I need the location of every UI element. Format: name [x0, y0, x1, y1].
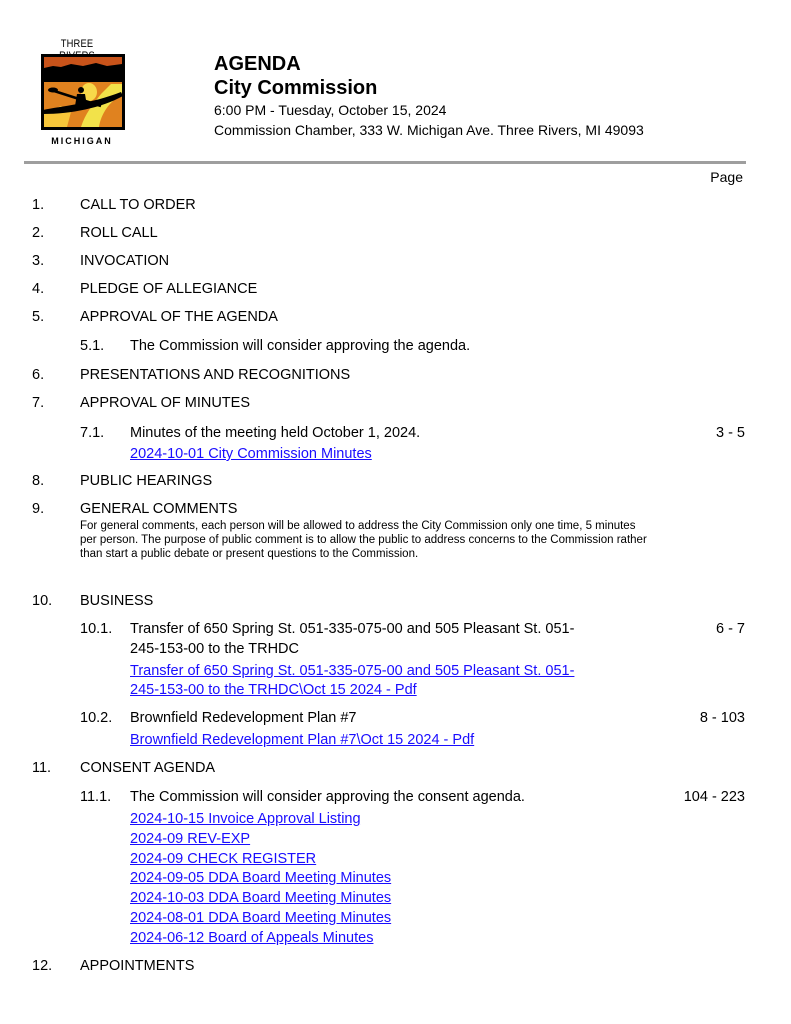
document-title: AGENDA [214, 53, 301, 75]
subitem-title: The Commission will consider approving the agenda. [130, 338, 471, 354]
subitem-number: 11.1. [80, 789, 112, 805]
item-title: BUSINESS [80, 593, 154, 609]
attachment-link-row [130, 810, 361, 829]
attachment-link-row [130, 830, 250, 849]
item-number: 6. [32, 367, 45, 383]
kayaker-logo-icon [41, 54, 125, 130]
subitem-number: 5.1. [80, 338, 105, 354]
attachment-link-row [130, 869, 391, 888]
item-title: APPROVAL OF MINUTES [80, 395, 250, 411]
page-range: 8 - 103 [699, 710, 745, 726]
subitem-title: Transfer of 650 Spring St. 051-335-075-00 and 505 Pleasant St. 051- [130, 621, 575, 637]
item-number: 10. [32, 593, 53, 609]
item-title: PLEDGE OF ALLEGIANCE [80, 281, 258, 297]
subitem-number: 7.1. [80, 425, 105, 441]
agenda-header [214, 52, 644, 140]
item-title: APPROVAL OF THE AGENDA [80, 309, 278, 325]
body-name: City Commission [214, 77, 378, 99]
page-range: 3 - 5 [715, 425, 745, 441]
item-title: CONSENT AGENDA [80, 760, 216, 776]
attachment-link[interactable]: 2024-09 CHECK REGISTER [130, 851, 317, 867]
item-title: ROLL CALL [80, 225, 158, 241]
item-title: INVOCATION [80, 253, 170, 269]
city-logo [36, 38, 128, 150]
item-number: 4. [32, 281, 45, 297]
attachment-link[interactable]: 2024-10-15 Invoice Approval Listing [130, 811, 361, 827]
attachment-link[interactable]: 2024-09-05 DDA Board Meeting Minutes [130, 870, 392, 886]
item-number: 7. [32, 395, 45, 411]
subitem-title: Minutes of the meeting held October 1, 2024. [130, 425, 421, 441]
page-range: 104 - 223 [683, 789, 745, 805]
item-title: PUBLIC HEARINGS [80, 473, 213, 489]
attachment-link[interactable]: 2024-06-12 Board of Appeals Minutes [130, 930, 374, 946]
item-title: GENERAL COMMENTS [80, 501, 238, 517]
item-number: 11. [32, 760, 52, 776]
subitem-title-line2: 245-153-00 to the TRHDC [130, 641, 299, 657]
attachment-link-row [130, 731, 474, 750]
attachment-link-row [130, 909, 391, 928]
attachment-link-row [130, 889, 391, 908]
general-comments-note: For general comments, each person will be allowed to address the City Commission only one time, 5 minutes per person. The purpose of public comment is to allow the public to address concerns to the Commission rather than start a public debate or present questions to the Commission. [80, 520, 647, 560]
header-divider [24, 161, 746, 164]
item-number: 8. [32, 473, 45, 489]
attachment-link[interactable]: Transfer of 650 Spring St. 051-335-075-00 and 505 Pleasant St. 051- [130, 663, 575, 679]
attachment-link-row [130, 681, 417, 700]
meeting-location: Commission Chamber, 333 W. Michigan Ave. Three Rivers, MI 49093 [214, 122, 644, 138]
item-number: 5. [32, 309, 45, 325]
attachment-link-row [130, 445, 372, 464]
attachment-link-row [130, 662, 574, 681]
attachment-link[interactable]: 2024-09 REV-EXP [130, 831, 251, 847]
page-column-label: Page [710, 169, 743, 185]
subitem-number: 10.1. [80, 621, 113, 637]
item-title: APPOINTMENTS [80, 958, 195, 974]
attachment-link[interactable]: Brownfield Redevelopment Plan #7\Oct 15 2024 - Pdf [130, 732, 475, 748]
attachment-link[interactable]: 2024-10-01 City Commission Minutes [130, 446, 372, 462]
item-title: PRESENTATIONS AND RECOGNITIONS [80, 367, 351, 383]
item-number: 1. [32, 197, 45, 213]
logo-top-text: THREE [60, 38, 94, 50]
meeting-datetime: 6:00 PM - Tuesday, October 15, 2024 [214, 102, 447, 118]
item-number: 12. [32, 958, 53, 974]
subitem-title-continued [130, 640, 299, 659]
item-number: 2. [32, 225, 45, 241]
item-number: 3. [32, 253, 45, 269]
item-number: 9. [32, 501, 45, 517]
item-title: CALL TO ORDER [80, 197, 196, 213]
attachment-link[interactable]: 245-153-00 to the TRHDC\Oct 15 2024 - Pdf [130, 682, 417, 698]
subitem-number: 10.2. [80, 710, 113, 726]
subitem-title: Brownfield Redevelopment Plan #7 [130, 710, 357, 726]
attachment-link-row [130, 929, 373, 948]
page-range: 6 - 7 [715, 621, 745, 637]
attachment-link-row [130, 850, 316, 869]
subitem-title: The Commission will consider approving the consent agenda. [130, 789, 525, 805]
attachment-link[interactable]: 2024-10-03 DDA Board Meeting Minutes [130, 890, 392, 906]
attachment-link[interactable]: 2024-08-01 DDA Board Meeting Minutes [130, 910, 392, 926]
logo-bottom-text: MICHIGAN [51, 136, 113, 146]
